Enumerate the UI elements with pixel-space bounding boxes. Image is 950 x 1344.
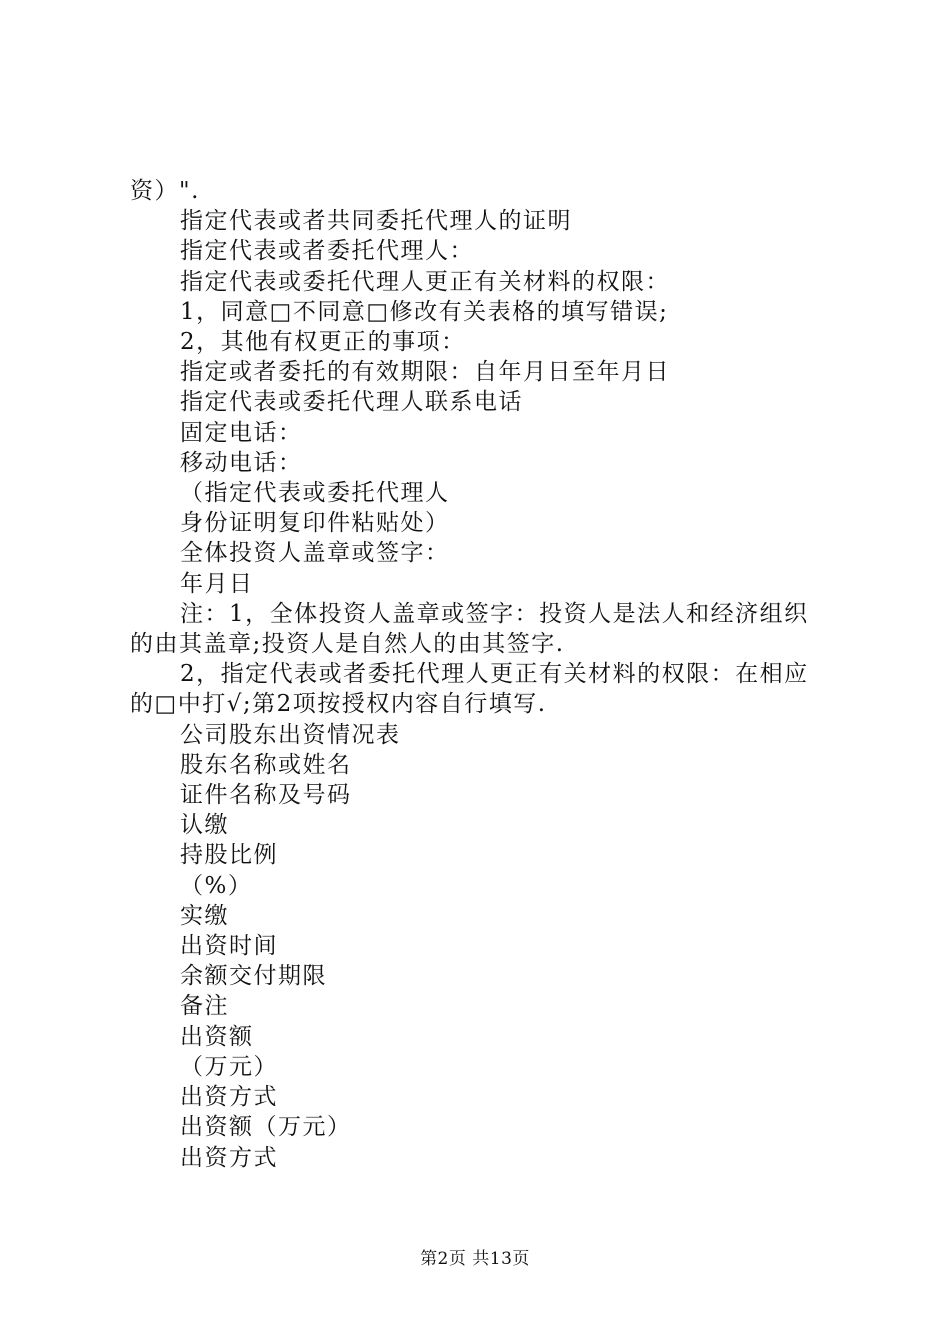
text-line: 股东名称或姓名 [180, 751, 352, 778]
text-line: 指定代表或委托代理人联系电话 [180, 389, 523, 416]
text-line: 的由其盖章;投资人是自然人的由其签字. [130, 631, 565, 658]
text-line: 持股比例 [180, 842, 278, 869]
text-line: 固定电话： [180, 419, 303, 446]
text-line: 证件名称及号码 [180, 782, 352, 809]
text-line: （指定代表或委托代理人 [180, 480, 450, 507]
text-line: 备注 [180, 993, 229, 1020]
text-line: 出资额（万元） [180, 1114, 352, 1141]
text-line: 公司股东出资情况表 [180, 721, 401, 748]
text-line: 出资额 [180, 1023, 254, 1050]
text-line: 1，同意□不同意□修改有关表格的填写错误; [180, 298, 669, 325]
text-line: 资）". [130, 178, 200, 204]
text-line: 全体投资人盖章或签字： [180, 540, 450, 567]
text-line: 2，指定代表或者委托代理人更正有关材料的权限：在相应 [180, 661, 809, 688]
text-line: 指定代表或者共同委托代理人的证明 [180, 208, 572, 235]
text-line: 移动电话： [180, 449, 303, 476]
text-line: 指定代表或者委托代理人： [180, 238, 474, 265]
text-line: 认缴 [180, 812, 229, 839]
text-line: 实缴 [180, 902, 229, 929]
text-line: 2，其他有权更正的事项： [180, 329, 466, 356]
page-footer: 第2页 共13页 [420, 1249, 530, 1269]
text-line: （万元） [180, 1053, 278, 1080]
text-line: 出资方式 [180, 1084, 278, 1111]
text-line: （%） [180, 872, 253, 899]
text-line: 余额交付期限 [180, 963, 327, 990]
document-body [130, 176, 830, 1173]
text-line: 身份证明复印件粘贴处） [180, 510, 450, 537]
text-line: 出资时间 [180, 933, 278, 960]
text-line: 指定或者委托的有效期限：自年月日至年月日 [180, 359, 670, 386]
text-line: 指定代表或委托代理人更正有关材料的权限： [180, 268, 670, 295]
text-line: 注：1，全体投资人盖章或签字：投资人是法人和经济组织 [180, 600, 809, 627]
text-line: 的□中打√;第2项按授权内容自行填写. [130, 691, 547, 718]
text-line: 年月日 [180, 570, 254, 597]
text-line: 出资方式 [180, 1144, 278, 1171]
